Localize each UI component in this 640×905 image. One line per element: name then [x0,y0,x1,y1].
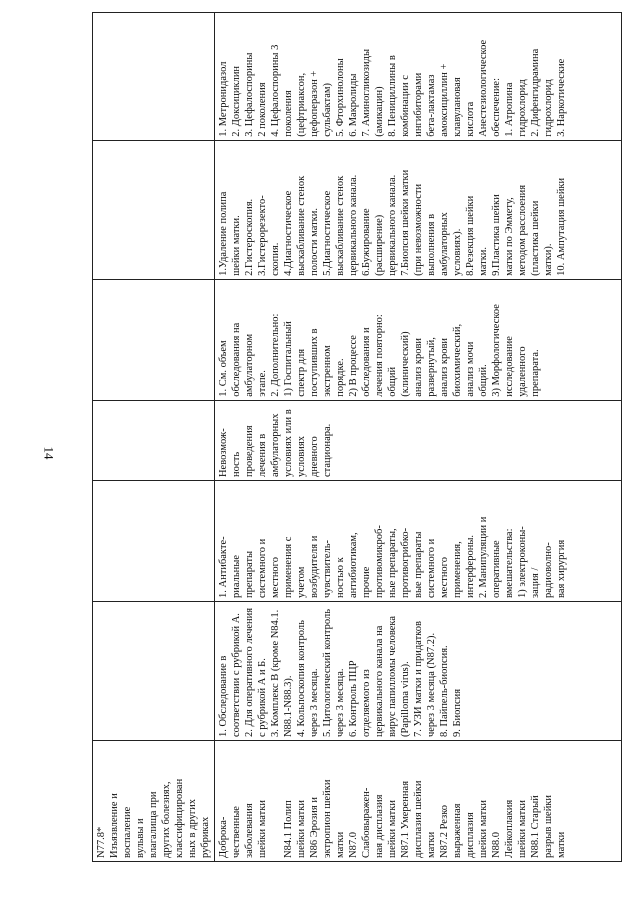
cell-line: других болезнях, [161,781,172,858]
cell-line: матки [426,831,437,858]
cell-line: 2.Гистероскопия. [244,198,255,276]
cell-line: амбулаторном [244,333,255,397]
cell-line: общий. [478,364,489,397]
cell-line: 7. УЗИ матки и придатков через 3 месяца (N87.2). [413,621,437,738]
treatment-cell [215,481,622,602]
cell-line: 5. Фторхинолоны [335,58,346,137]
cell-line: экстренном [322,345,333,397]
cell-line: ная дисплазия [374,794,385,858]
cell-line: 4. Цефалоспорины 3 [270,44,281,137]
empty-cell [93,400,215,480]
cell-line: этапе. [257,370,268,397]
cell-line: условиях). [452,228,463,276]
cell-line: (при невозможности [413,183,424,276]
cell-line: лечения в [257,433,268,478]
cell-line: поступивших в [309,328,320,397]
cell-line: 9.Пластика шейки [491,194,502,276]
cell-line: методом расслоения [517,184,528,276]
cell-line: дневного [309,436,320,478]
cell-line: ностью к [335,557,346,598]
cell-line: 3. Комплекс В (кроме N84.1. N88.1-N88.3). [270,609,294,738]
cell-line: амоксициллин + [439,63,450,137]
cell-line: вульвы и [135,818,146,858]
cell-line: (расширение) [374,214,385,276]
cell-line: N77.8* [96,826,107,858]
cell-line: матки [335,831,346,858]
cell-line: N86 Эрозия и [309,797,320,858]
cell-line: проведения [244,425,255,478]
cell-line: биохимический, [452,323,463,397]
cell-line: 6.Бужирование [361,208,372,276]
cell-line: 4. Кольпоскопия контроль через 3 месяца. [296,620,320,738]
cell-line: системного и [426,538,437,598]
cell-line: N88.1 Старый [530,795,541,858]
cell-line: 1. Антибакте- [218,536,229,598]
cell-line: матки по Эммету, [504,197,515,276]
surgery-cell [215,140,622,279]
cell-line: применения, [452,541,463,598]
page-number: 14 [41,446,57,460]
cell-line: сульбактам) [322,82,333,137]
cell-line: шейки матки [478,800,489,858]
cell-line: 1) Госпитальный [283,321,294,397]
table-row [93,13,215,862]
cell-line: системного и [257,538,268,598]
cell-line: анализ мочи [465,341,476,397]
cell-line: цервикального канала. [387,174,398,276]
cell-line: поколения [283,90,294,137]
cell-line: вмешательства: [504,528,515,598]
cell-line: цефоперазон + [309,70,320,137]
cell-line: 5.Диагностическое [322,190,333,276]
cell-line: применения с [283,536,294,598]
cell-line: шейки матки [296,800,307,858]
cell-line: анализ крови [439,337,450,397]
cell-line: 6. Контроль ПЦР отделяемого из цервикального канала на вирус папилломы человека (Papilloma virus). [348,615,411,738]
cell-line: (клинический) [400,331,411,397]
cell-line: учетом [296,566,307,598]
cell-line: матки). [543,243,554,276]
cell-line: 10. Ампутация шейки [556,177,567,276]
cell-line: возбудителя и [309,535,320,598]
cell-line: выскабливание стенок [296,175,307,276]
cell-line: заболевания [244,803,255,858]
cell-line: 7. Аминогликозиды [361,48,372,137]
cell-line: местного [439,557,450,598]
cell-line: классифицирован [174,778,185,858]
cell-line: 2. Дополнительно: [270,313,281,397]
cell-line: клавулановая [452,77,463,137]
inpatient-exam-cell [215,279,622,400]
cell-line: ность [231,451,242,478]
cell-line: Невозмож- [218,428,229,478]
cell-line: условиях [296,435,307,478]
cell-line: 3) Морфологическое [491,304,502,397]
cell-line: шейки матки. [231,215,242,276]
cell-line: 8.Резекция шейки [465,195,476,276]
cell-line: шейки матки [387,800,398,858]
cell-line: бета-лактамаз [426,74,437,137]
cell-line: вая хирургия [556,539,567,598]
cell-line: 2. Манипуляции и [478,516,489,598]
cell-line: исследование [504,336,515,397]
cell-line: комбинации с [400,75,411,137]
cell-line: амбулаторных [270,413,281,478]
empty-cell [93,140,215,279]
cell-line: зация / [530,567,541,598]
cell-line: амбулаторных [439,212,450,276]
cell-line: 2. Для оперативного лечения с рубрикой А и Б. [244,607,268,738]
cell-line: противомикроб- [374,525,385,598]
cell-line: шейки матки [517,800,528,858]
cell-line: гидрохлорид [517,79,528,137]
cell-line: воспаление [122,806,133,858]
medication-cell [215,13,622,141]
cell-line: 1) электроконы- [517,526,528,598]
cell-line: препараты [244,550,255,598]
cell-line: 5. Цитологический контроль через 3 месяца. [322,608,346,738]
cell-line: анализ крови [413,337,424,397]
cell-line: 9. Биопсия [452,688,463,738]
cell-line: 8. Пайпель-биопсия. [439,645,450,738]
cell-line: оперативные [491,540,502,598]
cell-line: чувствитель- [322,539,333,598]
cell-line: N87.2 Резко [439,804,450,858]
cell-line: эктропион шейки [322,779,333,858]
cell-line: ных в других [187,798,198,858]
cell-line [269,744,282,858]
cell-line: 2 поколения [257,82,268,137]
cell-line: выраженная [452,803,463,858]
cell-line: Изъязвление и [109,793,120,858]
cell-line: разрыв шейки [543,794,554,858]
cell-line: выполнения в [426,213,437,276]
cell-line: N84.1 Полип [283,800,294,858]
table-row [215,13,622,862]
cell-line: выскабливание стенок [335,175,346,276]
cell-line: 6. Макролиды [348,73,359,137]
cell-line: обследования и [361,327,372,397]
cell-line: влагалища при [148,791,159,858]
cell-line: (пластика шейки [530,200,541,276]
cell-line: кислота [465,101,476,137]
cell-line: лечения повторно: [374,314,385,397]
diagnosis-cell [215,741,622,862]
cell-line: 1.Удаление полипа [218,191,229,276]
cell-line: матки [556,831,567,858]
cell-line: 2) В процессе [348,335,359,397]
cell-line: порядке. [335,358,346,397]
cell-line: чественные [231,806,242,858]
cell-line: дисплазия [465,812,476,858]
cell-line: 3. Наркотические [556,58,567,137]
cell-line: Доброка- [218,816,229,858]
cell-line: обследования на [231,322,242,397]
cell-line: полости матки. [309,207,320,276]
cell-line: радиоволно- [543,542,554,598]
cell-line: (цефтриаксон, [296,72,307,137]
examination-cell [215,602,622,741]
cell-line: N87.1 Умеренная [400,780,411,858]
cell-line: дисплазия шейки [413,780,424,858]
cell-line: ные препараты, [387,528,398,598]
cell-line: обеспечение: [491,77,502,137]
cell-line: развернутый, [426,337,437,397]
cell-line: 1. Обследование в соответствии с рубрикой А. [218,613,242,738]
cell-line: 3.Гистерорезекто- [257,195,268,276]
empty-cell [93,602,215,741]
empty-cell [93,279,215,400]
diagnosis-cell [93,741,215,862]
cell-line: удаленного [517,346,528,397]
cell-line: спектр для [296,348,307,397]
hospitalization-cell [215,400,622,480]
cell-line: 8. Пенициллины в [387,55,398,137]
cell-line: 1. Метронидазол [218,61,229,137]
cell-line: Слабовыражен- [361,787,372,858]
cell-line: шейки матки [257,800,268,858]
cell-line: общий [387,366,398,397]
empty-cell [93,481,215,602]
cell-line: N88.0 [491,832,502,858]
cell-line: 3. Цефалоспорины [244,52,255,137]
cell-line: вые препараты [413,531,424,598]
cell-line: интерфероны. [465,535,476,598]
cell-line: Лейкоплакия [504,799,515,858]
cell-line: рубриках [200,816,211,858]
cell-line: (амикацин) [374,86,385,137]
cell-line: матки. [478,246,489,276]
cell-line: 2. Дифенгидрамина [530,48,541,137]
cell-line: условиях или в [283,409,294,478]
cell-line: прочие [361,566,372,598]
cell-line: 4.Диагностическое [283,190,294,276]
cell-line: 1. Атропина [504,82,515,137]
cell-line: препарата. [530,349,541,397]
cell-line: гидрохлорид [543,79,554,137]
cell-line: ингибиторами [413,72,424,137]
cell-line: скопия. [270,242,281,276]
rotated-table-container [92,12,622,862]
cell-line: стационара. [322,423,333,478]
cell-line: антибиотикам, [348,532,359,598]
cell-line: 1. См. объем [218,340,229,397]
cell-line: 2. Доксициклин [231,65,242,137]
cell-line: риальные [231,555,242,598]
treatment-table [92,12,622,862]
cell-line: 7.Биопсия шейки матки [400,169,411,276]
cell-line: местного [270,557,281,598]
empty-cell [93,13,215,141]
cell-line: противогрибко- [400,527,411,598]
cell-line: цервикального канала. [348,174,359,276]
cell-line: N87.0 [348,832,359,858]
cell-line: Анестезиологическое [478,39,489,137]
